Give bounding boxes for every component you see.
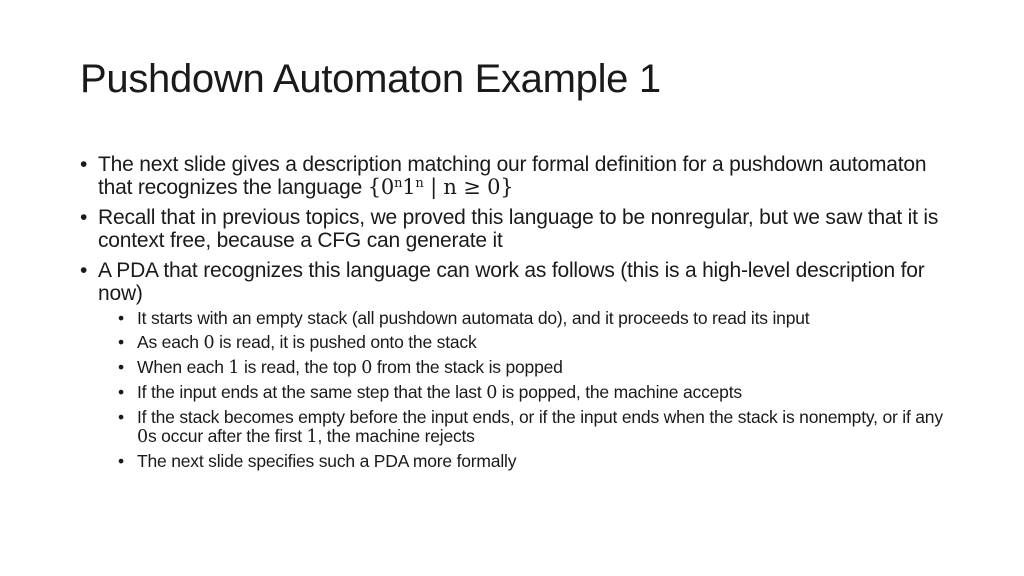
sub-text: is read, the top — [239, 357, 362, 377]
sub-text: If the input ends at the same step that the last — [137, 382, 487, 402]
language-math — [368, 175, 514, 199]
bullet-item-pda-description — [80, 259, 960, 471]
bullet-list — [80, 153, 960, 471]
bullet-text: The next slide gives a description matching our formal definition for a pushdown automaton that recognizes the language — [98, 153, 927, 199]
slide-content — [80, 153, 960, 478]
math-close: | n ≥ 0} — [423, 175, 514, 199]
sub-text: is popped, the machine accepts — [497, 382, 742, 402]
math-open: {0 — [367, 175, 395, 199]
sub-text: If the stack becomes empty before the input ends, or if the input ends when the stack is nonempty, or if any — [137, 407, 943, 427]
math-sup-n2: n — [415, 175, 424, 191]
bullet-item-definition — [80, 153, 960, 199]
math-symbol: 0 — [203, 333, 215, 353]
sub-bullet-item — [115, 383, 960, 403]
sub-bullet-item — [115, 333, 960, 353]
sub-bullet-item: • The next slide specifies such a PDA more formally — [115, 452, 960, 471]
sub-bullet-item: • It starts with an empty stack (all pushdown automata do), and it proceeds to read its input — [115, 309, 960, 328]
bullet-text: A PDA that recognizes this language can work as follows (this is a high-level description for now) — [98, 259, 925, 305]
sub-text: As each — [137, 332, 204, 352]
sub-text: from the stack is popped — [372, 357, 563, 377]
sub-text: is read, it is pushed onto the stack — [214, 332, 477, 352]
sub-text: s occur after the first — [147, 426, 307, 446]
math-symbol: 0 — [361, 358, 373, 378]
math-symbol: 1 — [306, 427, 318, 447]
sub-text: , the machine rejects — [317, 426, 475, 446]
math-sup-n1: n — [394, 175, 403, 191]
sub-bullet-item — [115, 358, 960, 378]
bullet-item-recall: • Recall that in previous topics, we proved this language to be nonregular, but we saw that it is context free, because a CFG can generate it — [80, 206, 960, 252]
math-symbol: 0 — [137, 427, 148, 447]
sub-bullet-list — [98, 309, 960, 471]
math-symbol: 0 — [486, 383, 498, 403]
math-one: 1 — [402, 175, 416, 199]
slide-title: Pushdown Automaton Example 1 — [80, 57, 661, 101]
sub-bullet-item — [115, 408, 960, 447]
math-symbol: 1 — [228, 358, 240, 378]
sub-text: When each — [137, 357, 229, 377]
